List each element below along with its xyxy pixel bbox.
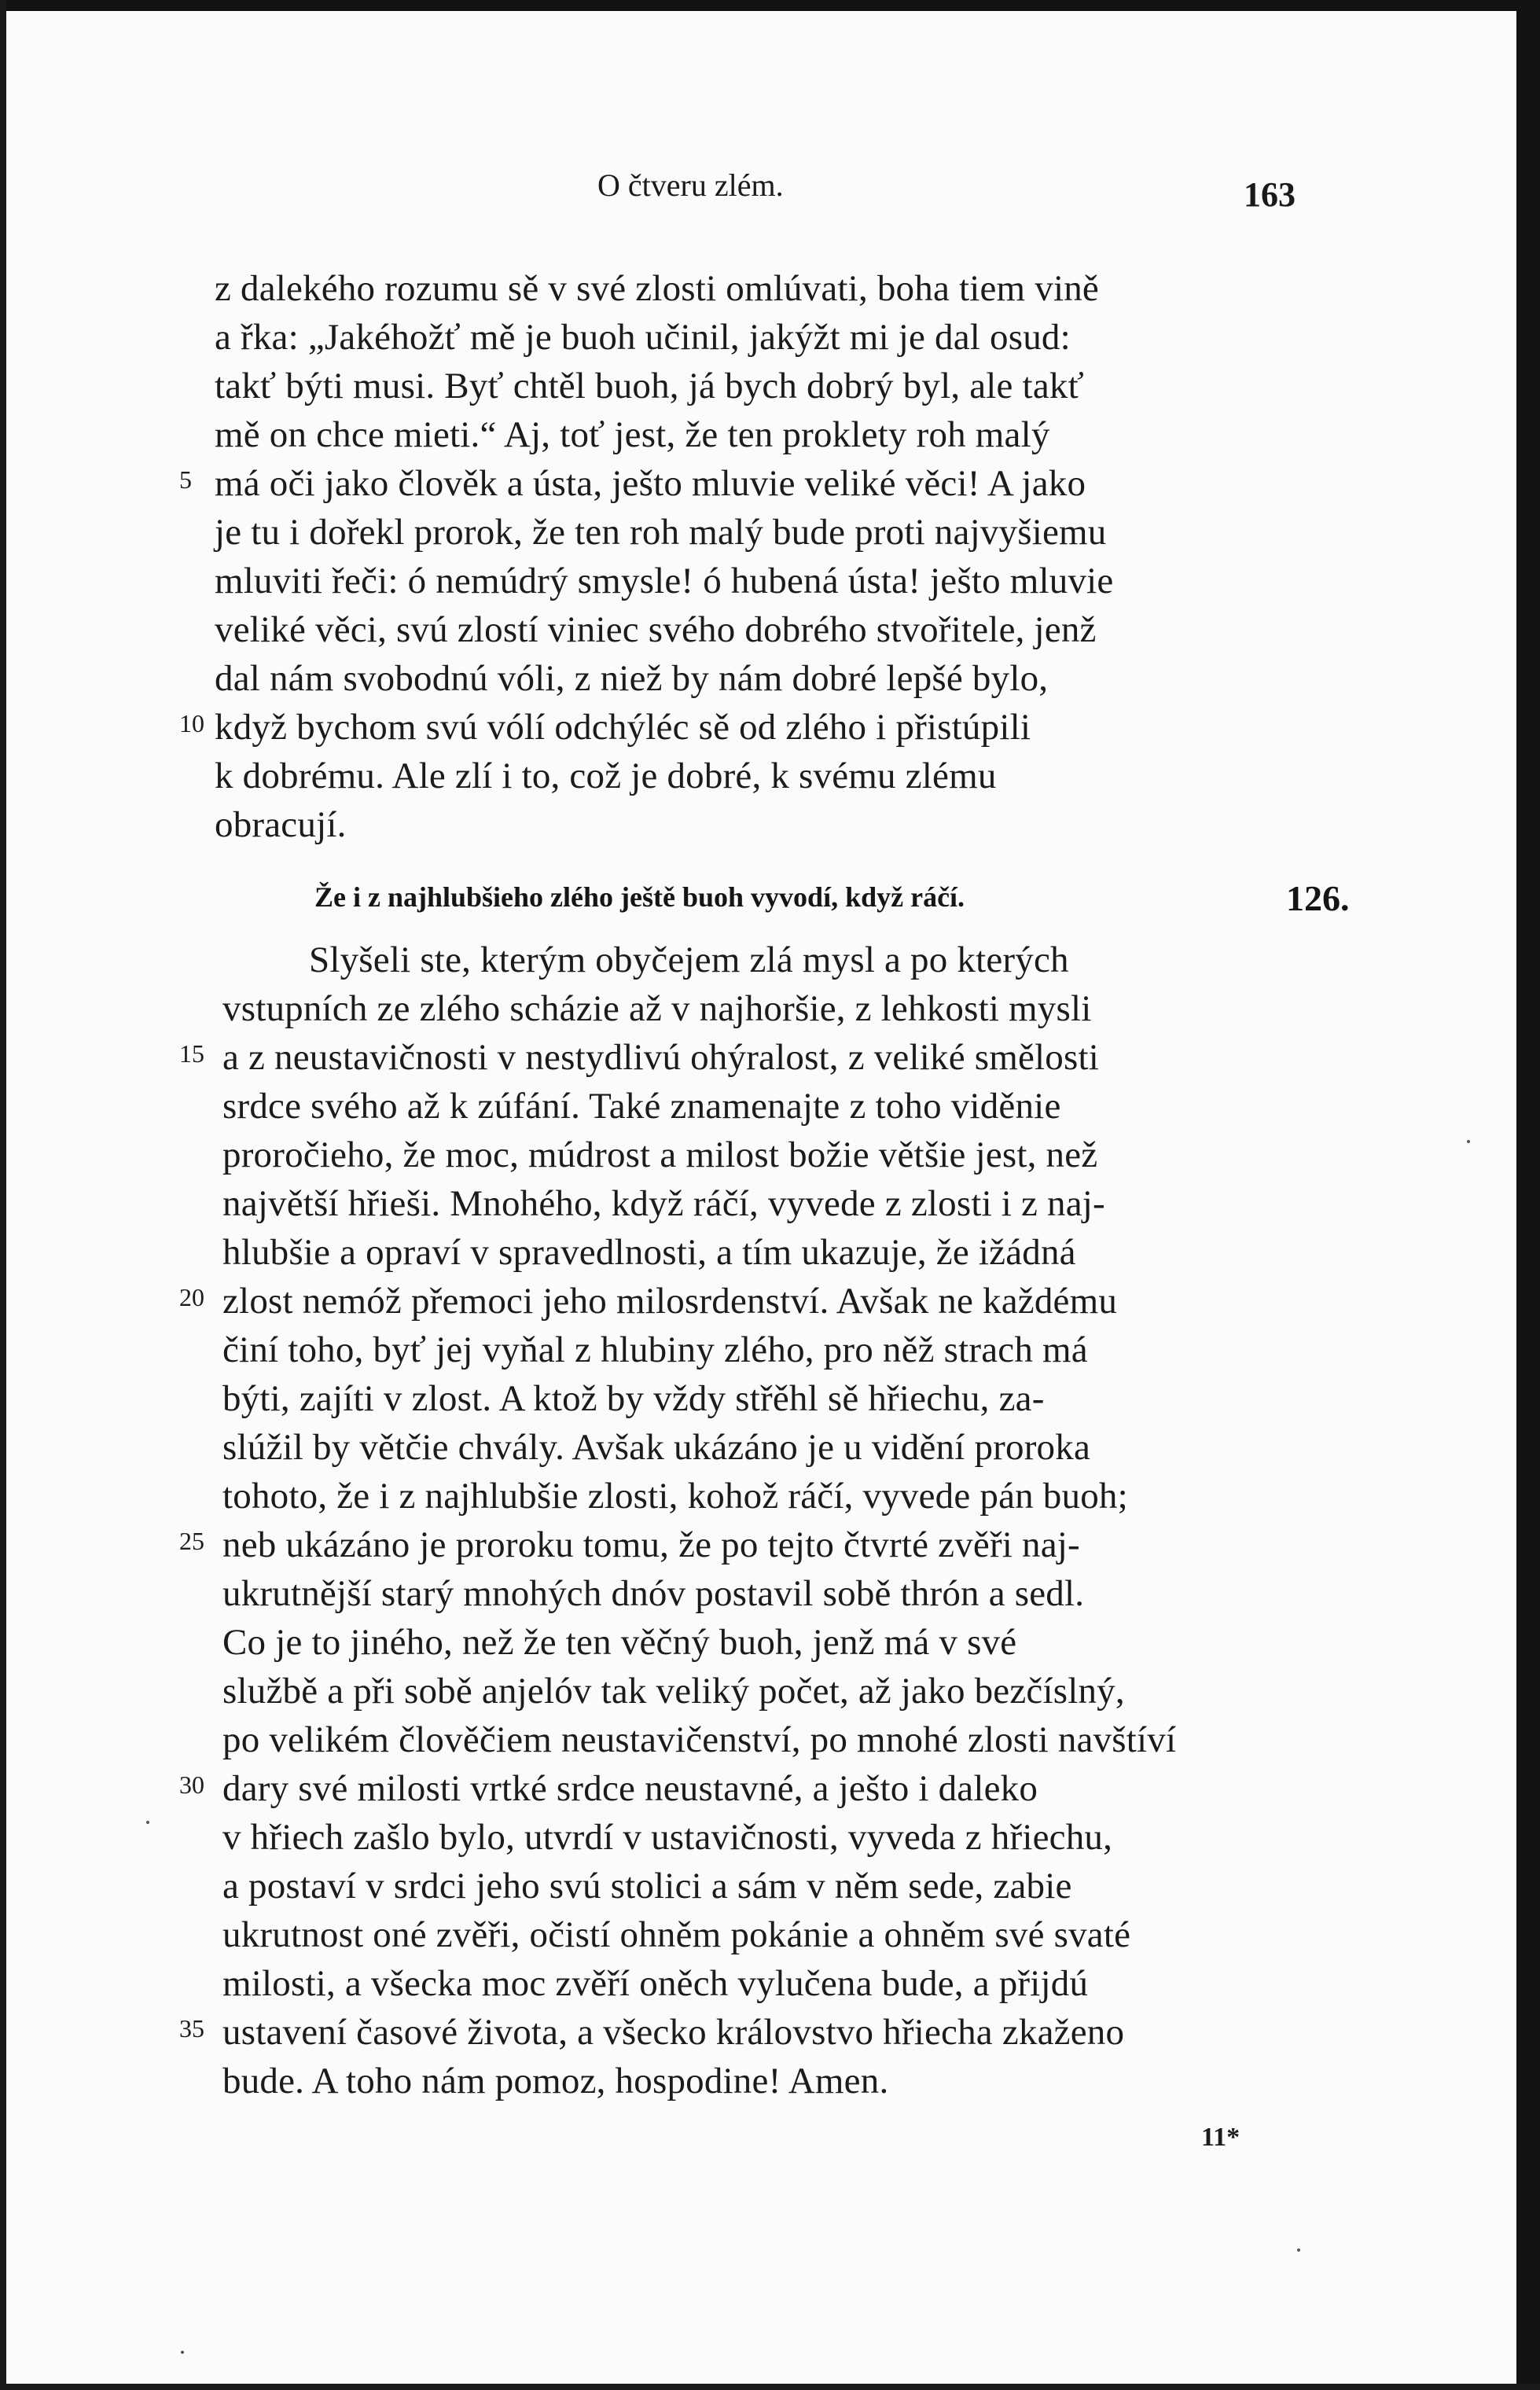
section-number: 126. — [1286, 878, 1350, 918]
text-line: zlost nemóž přemoci jeho milosrdenství. Avšak ne každému — [222, 1281, 1118, 1322]
text-line: službě a při sobě anjelóv tak veliký počet, až jako bezčíslný, — [222, 1671, 1125, 1712]
scan-speck — [1467, 1140, 1470, 1143]
page-number: 163 — [1244, 175, 1296, 214]
text-line: milosti, a všecka moc zvěří oněch vylučena bude, a přijdú — [222, 1963, 1089, 2004]
signature-mark: 11* — [1201, 2123, 1240, 2152]
text-line: slúžil by větčie chvály. Avšak ukázáno je u vidění proroka — [222, 1427, 1091, 1468]
line-number: 25 — [179, 1527, 204, 1555]
scan-speck — [1297, 2248, 1300, 2252]
text-line: mě on chce mieti.“ Aj, toť jest, že ten proklety roh malý — [215, 414, 1050, 455]
text-line: Co je to jiného, než že ten věčný buoh, jenž má v své — [222, 1622, 1017, 1663]
line-number: 30 — [179, 1770, 204, 1799]
line-number: 20 — [179, 1283, 204, 1311]
text-line: a řka: „Jakéhožť mě je buoh učinil, jakýžt mi je dal osud: — [215, 317, 1071, 358]
section-heading: Že i z najhlubšieho zlého ještě buoh vyvodí, když ráčí. — [314, 881, 965, 913]
text-line: je tu i dořekl prorok, že ten roh malý bude proti najvyšiemu — [215, 512, 1107, 553]
line-number: 10 — [179, 709, 204, 737]
line-number: 15 — [179, 1039, 204, 1068]
text-line: mluviti řeči: ó nemúdrý smysle! ó hubená ústa! ještо mluvie — [215, 561, 1114, 601]
text-line: proročieho, že moc, múdrost a milost božie většie jest, než — [222, 1134, 1098, 1175]
text-line: v hřiech zašlo bylo, utvrdí v ustavičnosti, vyveda z hřiechu, — [222, 1817, 1113, 1858]
text-line: vstupních ze zlého scházie až v najhoršie, z lehkosti mysli — [222, 988, 1092, 1029]
text-line: činí toho, byť jej vyňal z hlubiny zlého, pro něž strach má — [222, 1329, 1088, 1370]
text-line: bude. A toho nám pomoz, hospodine! Amen. — [222, 2061, 889, 2101]
text-line: najvětší hřieši. Mnohého, když ráčí, vyvede z zlosti i z naj- — [222, 1183, 1105, 1224]
scan-speck — [181, 2351, 184, 2354]
text-line: hlubšie a opraví v spravedlnosti, a tím ukazuje, že ižádná — [222, 1232, 1076, 1273]
text-line: z dalekého rozumu sě v své zlosti omlúvati, boha tiem vině — [215, 268, 1099, 309]
text-line: Slyšeli ste, kterým obyčejem zlá mysl a po kterých — [309, 939, 1069, 980]
scan-border-bottom — [0, 2384, 1540, 2390]
text-line: a z neustavičnosti v nestydlivú ohýralost, z veliké smělosti — [222, 1037, 1099, 1078]
text-line: takť býti musi. Byť chtěl buoh, já bych dobrý byl, ale takť — [215, 366, 1084, 406]
text-line: ukrutnější starý mnohých dnóv postavil sobě thrón a sedl. — [222, 1573, 1085, 1614]
text-line: tohoto, že i z najhlubšie zlosti, kohož ráčí, vyvede pán buoh; — [222, 1476, 1128, 1517]
line-number: 5 — [179, 465, 192, 494]
text-line: po velikém člověčiem neustavičenství, po mnohé zlosti navštíví — [222, 1719, 1177, 1760]
text-line: když bychom svú vólí odchýléc sě od zlého i přistúpili — [215, 707, 1031, 748]
line-number: 35 — [179, 2014, 204, 2043]
running-title: O čtveru zlém. — [597, 167, 784, 203]
text-line: býti, zajíti v zlost. A ktož by vždy střěhl sě hřiechu, za- — [222, 1378, 1045, 1419]
scan-border-left — [0, 0, 6, 2390]
text-line: veliké věci, svú zlostí viniec svého dobrého stvořitele, jenž — [215, 609, 1097, 650]
scan-border-right — [1516, 0, 1540, 2390]
text-line: ustavení časové života, a všecko královstvo hřiecha zkaženo — [222, 2012, 1125, 2053]
text-line: obracují. — [215, 804, 347, 845]
scan-border-top — [0, 0, 1540, 11]
text-line: srdce svého až k zúfání. Také znamenajte z toho viděnie — [222, 1086, 1061, 1127]
text-line: dal nám svobodnú vóli, z niež by nám dobré lepšé bylo, — [215, 658, 1049, 699]
text-line: neb ukázáno je proroku tomu, že po tejto čtvrté zvěři naj- — [222, 1524, 1080, 1565]
text-line: ukrutnost oné zvěři, očistí ohněm pokánie a ohněm své svaté — [222, 1914, 1131, 1955]
text-line: k dobrému. Ale zlí i to, což je dobré, k svému zlému — [215, 756, 997, 796]
text-line: a postaví v srdci jeho svú stolici a sám v něm sede, zabie — [222, 1866, 1072, 1906]
text-line: má oči jako člověk a ústa, ještо mluvie veliké věci! A jako — [215, 463, 1086, 504]
text-line: dary své milosti vrtké srdce neustavné, a ještо i daleko — [222, 1768, 1038, 1809]
scan-speck — [146, 1821, 149, 1824]
